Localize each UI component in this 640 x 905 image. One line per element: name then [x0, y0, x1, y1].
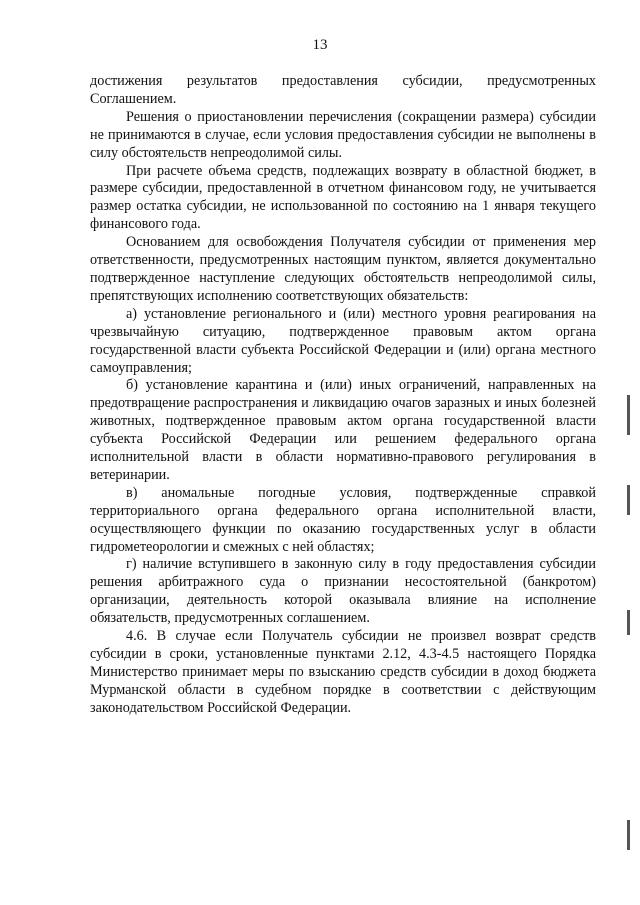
paragraph-continuation: достижения результатов предоставления субсидии, предусмотренных Соглашением. — [90, 73, 596, 107]
list-item-b: б) установление карантина и (или) иных ограничений, направленных на предотвращение распространения и ликвидацию очагов заразных и иных болезней животных, подтвержденное правовым актом органа государственной власти субъекта Российской Федерации или решением федерального органа исполнительной власти в области нормативно-правового регулирования в ветеринарии. — [90, 377, 596, 483]
scan-edge-mark — [627, 820, 630, 850]
scan-edge-mark — [627, 610, 630, 635]
paragraph-4-6: 4.6. В случае если Получатель субсидии не произвел возврат средств субсидии в сроки, установленные пунктами 2.12, 4.3-4.5 настоящего Порядка Министерство принимает меры по взысканию средств субсидии в доход бюджета Мурманской области в судебном порядке в соответствии с действующим законодательством Российской Федерации. — [90, 628, 596, 716]
list-item-v: в) аномальные погодные условия, подтвержденные справкой территориального органа федерального органа исполнительной власти, осуществляющего функции по оказанию государственных услуг в области гидрометеорологии и смежных с ней областях; — [90, 484, 596, 555]
paragraph-refund-calculation: При расчете объема средств, подлежащих возврату в областной бюджет, в размере субсидии, предоставленной в отчетном финансовом году, не учитывается размер остатка субсидии, не использованной по состоянию на 1 января текущего финансового года. — [90, 162, 596, 233]
document-body — [90, 73, 596, 718]
list-item-a: а) установление регионального и (или) местного уровня реагирования на чрезвычайную ситуацию, подтвержденное правовым актом органа государственной власти субъекта Российской Федерации и (или) органа местного самоуправления; — [90, 305, 596, 376]
scan-edge-mark — [627, 485, 630, 515]
paragraph-exemption-grounds: Основанием для освобождения Получателя субсидии от применения мер ответственности, предусмотренных настоящим пунктом, является документально подтвержденное наступление следующих обстоятельств непреодолимой силы, препятствующих исполнению соответствующих обязательств: — [90, 234, 596, 304]
page-number: 13 — [312, 37, 328, 53]
paragraph-suspension-decisions: Решения о приостановлении перечисления (сокращении размера) субсидии не принимаются в случае, если условия предоставления субсидии не выполнены в силу обстоятельств непреодолимой силы. — [90, 108, 596, 161]
scan-edge-mark — [627, 395, 630, 435]
list-item-g: г) наличие вступившего в законную силу в году предоставления субсидии решения арбитражного суда о признании несостоятельной (банкротом) организации, деятельность которой оказывала влияние на исполнение обязательств, предусмотренных соглашением. — [90, 556, 596, 627]
